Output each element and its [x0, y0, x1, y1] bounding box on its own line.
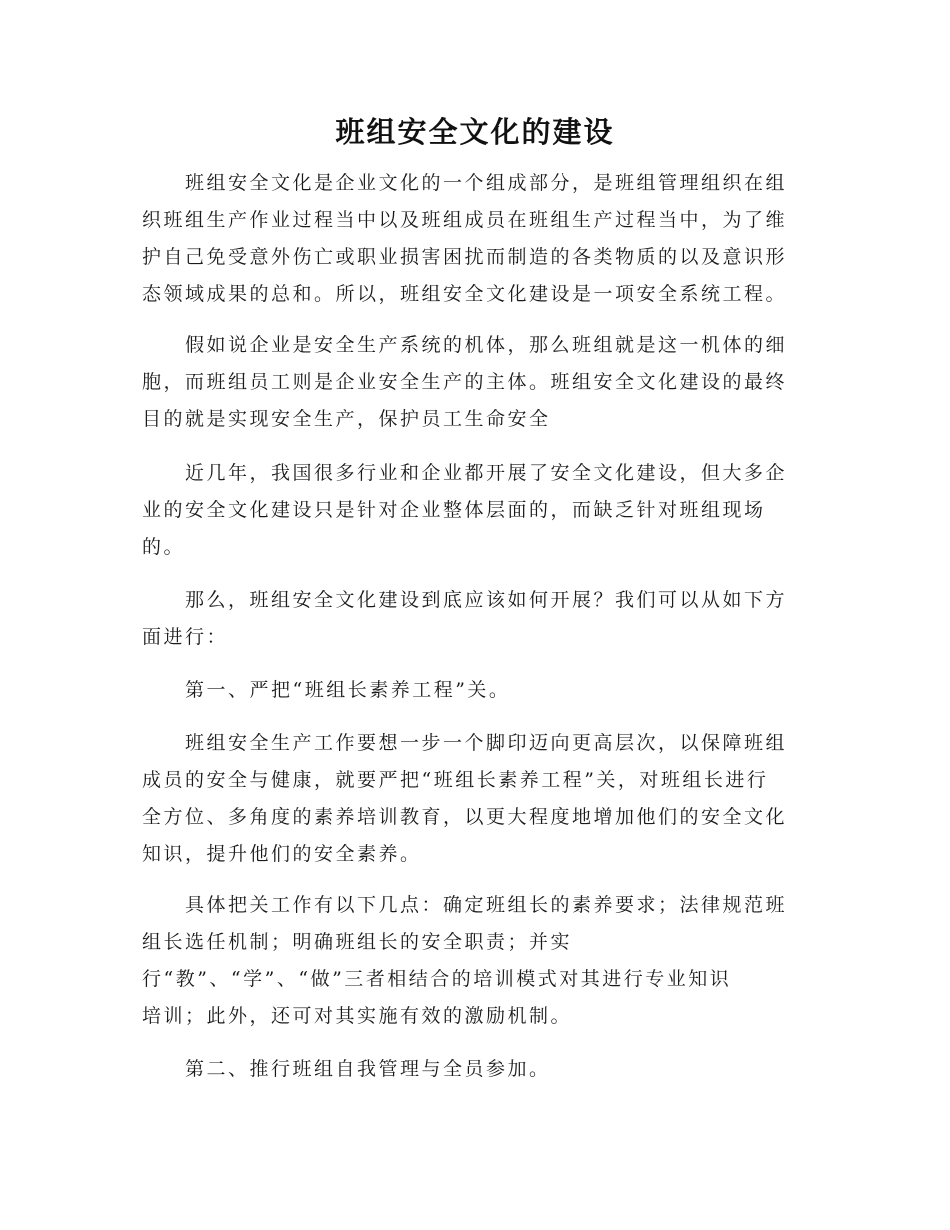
- section-heading-first: [142, 672, 794, 709]
- paragraph-line: 胞，而班组员工则是企业安全生产的主体。班组安全文化建设的最终: [142, 371, 788, 393]
- paragraph-line: 第二、推行班组自我管理与全员参加。: [185, 1058, 551, 1080]
- paragraph-line: 护自己免受意外伤亡或职业损害困扰而制造的各类物质的以及意识形: [142, 246, 788, 268]
- paragraph-line: 第一、严把“班组长素养工程”关。: [185, 679, 511, 701]
- document-title: 班组安全文化的建设: [335, 115, 615, 149]
- paragraph-line: 近几年，我国很多行业和企业都开展了安全文化建设，但大多企: [185, 462, 788, 484]
- paragraph-recent-years: [142, 455, 794, 566]
- paragraph-line: 那么，班组安全文化建设到底应该如何开展？我们可以从如下方: [185, 589, 788, 611]
- paragraph-line: 培训；此外，还可对其实施有效的激励机制。: [142, 1005, 573, 1027]
- paragraph-line: 业的安全文化建设只是针对企业整体层面的，而缺乏针对班组现场: [142, 499, 766, 521]
- paragraph-line: 目的就是实现安全生产，保护员工生命安全: [142, 408, 551, 430]
- paragraph-line: 面进行：: [142, 626, 229, 648]
- paragraph-line: 织班组生产作业过程当中以及班组成员在班组生产过程当中，为了维: [142, 209, 788, 231]
- paragraph-line: 具体把关工作有以下几点：确定班组长的素养要求；法律规范班: [185, 894, 788, 916]
- section-heading-second: [142, 1051, 794, 1088]
- paragraph-specific-measures: [142, 887, 794, 1035]
- paragraph-how-to: [142, 582, 794, 656]
- paragraph-line: 班组安全生产工作要想一步一个脚印迈向更高层次，以保障班组: [185, 732, 788, 754]
- paragraph-team-leader-quality: [142, 725, 794, 873]
- paragraph-line: 假如说企业是安全生产系统的机体，那么班组就是这一机体的细: [185, 334, 788, 356]
- paragraph-intro: [142, 165, 794, 313]
- paragraph-line: 的。: [142, 536, 186, 558]
- paragraph-line: 组长选任机制；明确班组长的安全职责；并实: [142, 931, 573, 953]
- paragraph-line: 知识，提升他们的安全素养。: [142, 843, 422, 865]
- paragraph-organism-metaphor: [142, 327, 794, 438]
- paragraph-line: 行“教”、“学”、“做”三者相结合的培训模式对其进行专业知识: [142, 968, 732, 990]
- paragraph-line: 班组安全文化是企业文化的一个组成部分，是班组管理组织在组: [185, 172, 788, 194]
- paragraph-line: 态领域成果的总和。所以，班组安全文化建设是一项安全系统工程。: [142, 283, 788, 305]
- paragraph-line: 成员的安全与健康，就要严把“班组长素养工程”关，对班组长进行: [142, 769, 769, 791]
- paragraph-line: 全方位、多角度的素养培训教育，以更大程度地增加他们的安全文化: [142, 806, 788, 828]
